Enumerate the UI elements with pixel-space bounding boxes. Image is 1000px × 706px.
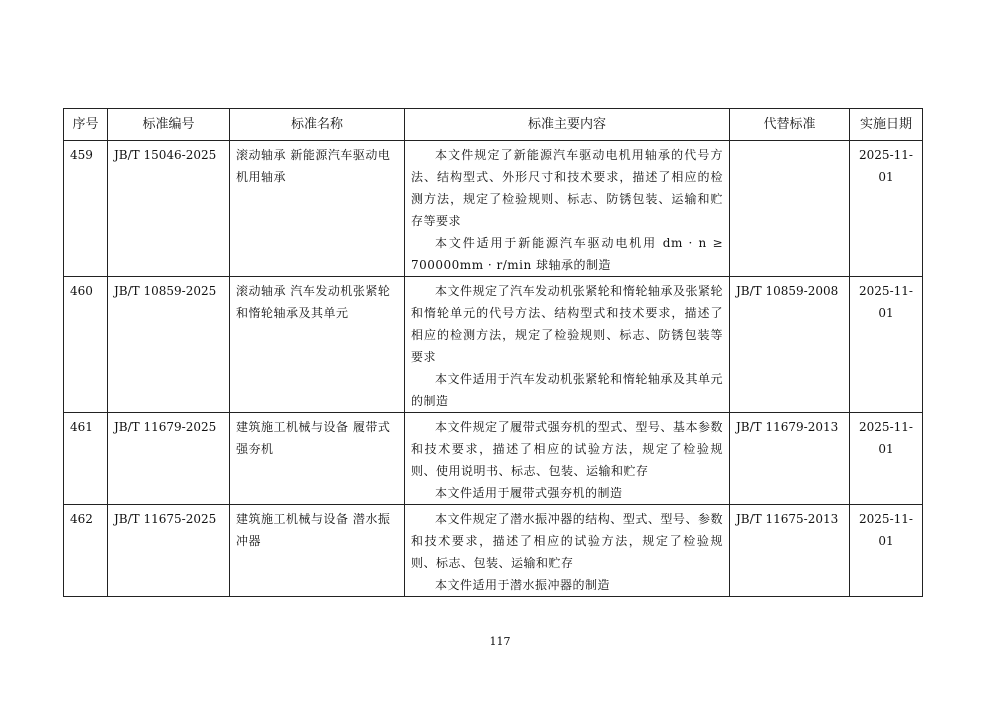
cell-replaces: JB/T 11675-2013 bbox=[730, 505, 850, 597]
cell-content bbox=[405, 413, 730, 505]
header-content: 标准主要内容 bbox=[405, 109, 730, 141]
cell-no: 461 bbox=[64, 413, 108, 505]
cell-content bbox=[405, 505, 730, 597]
content-paragraph: 本文件规定了潜水振冲器的结构、型式、型号、参数和技术要求，描述了相应的试验方法，规定了检验规则、标志、包装、运输和贮存 bbox=[411, 512, 723, 570]
content-paragraph: 本文件规定了汽车发动机张紧轮和惰轮轴承及张紧轮和惰轮单元的代号方法、结构型式和技术要求，描述了相应的检测方法，规定了检验规则、标志、防锈包装等要求 bbox=[411, 284, 723, 364]
page-number: 117 bbox=[489, 635, 511, 648]
content-paragraph: 本文件适用于履带式强夯机的制造 bbox=[435, 486, 623, 500]
standards-table bbox=[63, 108, 923, 597]
table-row bbox=[64, 277, 923, 413]
cell-name: 建筑施工机械与设备 潜水振冲器 bbox=[230, 505, 405, 597]
header-date: 实施日期 bbox=[850, 109, 923, 141]
header-replaces: 代替标准 bbox=[730, 109, 850, 141]
table-header-row bbox=[64, 109, 923, 141]
header-code: 标准编号 bbox=[108, 109, 230, 141]
cell-code: JB/T 10859-2025 bbox=[108, 277, 230, 413]
cell-name: 滚动轴承 汽车发动机张紧轮和惰轮轴承及其单元 bbox=[230, 277, 405, 413]
content-paragraph: 本文件适用于潜水振冲器的制造 bbox=[435, 578, 611, 592]
cell-replaces bbox=[730, 141, 850, 277]
cell-content bbox=[405, 141, 730, 277]
cell-code: JB/T 11679-2025 bbox=[108, 413, 230, 505]
content-paragraph: 本文件规定了履带式强夯机的型式、型号、基本参数和技术要求，描述了相应的试验方法，规定了检验规则、使用说明书、标志、包装、运输和贮存 bbox=[411, 420, 723, 478]
cell-replaces: JB/T 11679-2013 bbox=[730, 413, 850, 505]
table-row bbox=[64, 141, 923, 277]
header-name: 标准名称 bbox=[230, 109, 405, 141]
cell-date: 2025-11-01 bbox=[850, 277, 923, 413]
table-row bbox=[64, 505, 923, 597]
cell-date: 2025-11-01 bbox=[850, 505, 923, 597]
cell-date: 2025-11-01 bbox=[850, 413, 923, 505]
cell-code: JB/T 15046-2025 bbox=[108, 141, 230, 277]
cell-no: 460 bbox=[64, 277, 108, 413]
cell-name: 建筑施工机械与设备 履带式强夯机 bbox=[230, 413, 405, 505]
cell-name: 滚动轴承 新能源汽车驱动电机用轴承 bbox=[230, 141, 405, 277]
content-paragraph: 本文件规定了新能源汽车驱动电机用轴承的代号方法、结构型式、外形尺寸和技术要求，描述了相应的检测方法，规定了检验规则、标志、防锈包装、运输和贮存等要求 bbox=[411, 148, 723, 228]
cell-replaces: JB/T 10859-2008 bbox=[730, 277, 850, 413]
cell-content bbox=[405, 277, 730, 413]
content-paragraph: 本文件适用于汽车发动机张紧轮和惰轮轴承及其单元的制造 bbox=[411, 372, 723, 408]
content-paragraph: 本文件适用于新能源汽车驱动电机用 dm · n ≥ 700000mm · r/min 球轴承的制造 bbox=[411, 236, 723, 272]
cell-code: JB/T 11675-2025 bbox=[108, 505, 230, 597]
header-no: 序号 bbox=[64, 109, 108, 141]
cell-date: 2025-11-01 bbox=[850, 141, 923, 277]
table-row bbox=[64, 413, 923, 505]
cell-no: 462 bbox=[64, 505, 108, 597]
cell-no: 459 bbox=[64, 141, 108, 277]
